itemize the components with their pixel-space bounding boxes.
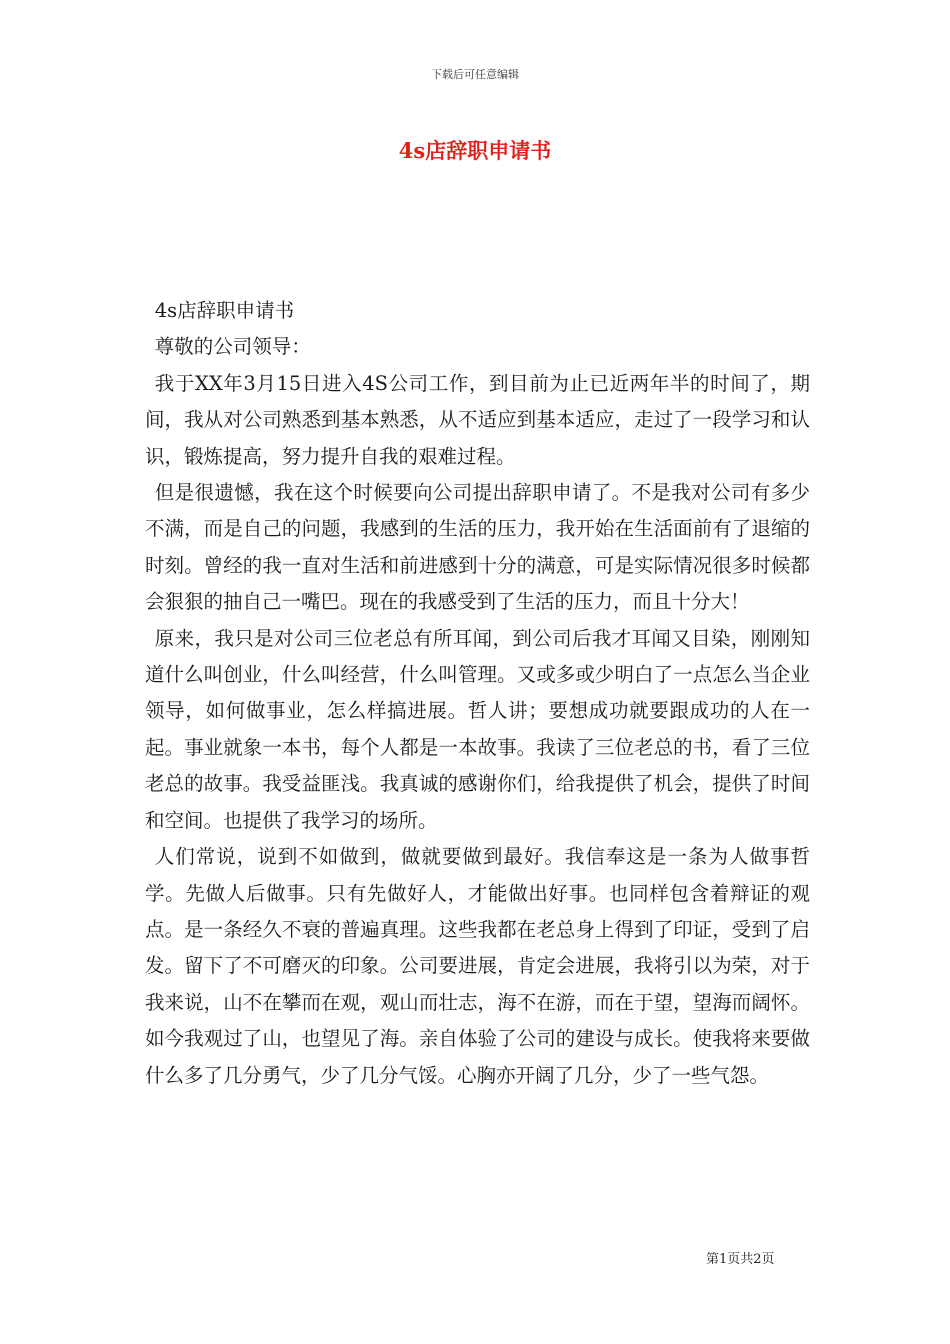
- body-paragraph: 我于XX年3月15日进入4S公司工作，到目前为止已近两年半的时间了，期间，我从对公司熟悉到基本熟悉，从不适应到基本适应，走过了一段学习和认识，锻炼提高，努力提升自我的艰难过程。: [145, 371, 810, 468]
- body-paragraph: 人们常说，说到不如做到，做就要做到最好。我信奉这是一条为人做事哲学。先做人后做事。只有先做好人，才能做出好事。也同样包含着辩证的观点。是一条经久不衰的普遍真理。这些我都在老总身上得到了印证，受到了启发。留下了不可磨灭的印象。公司要进展，肯定会进展，我将引以为荣，对于我来说，山不在攀而在观，观山而壮志，海不在游，而在于望，望海而阔怀。如今我观过了山，也望见了海。亲自体验了公司的建设与成长。使我将来要做什么多了几分勇气，少了几分气馁。心胸亦开阔了几分，少了一些气怨。: [145, 845, 810, 1087]
- document-body: [145, 293, 810, 1094]
- body-paragraph: 但是很遗憾，我在这个时候要向公司提出辞职申请了。不是我对公司有多少不满，而是自己的问题，我感到的生活的压力，我开始在生活面前有了退缩的时刻。曾经的我一直对生活和前进感到十分的满意，可是实际情况很多时候都会狠狠的抽自己一嘴巴。现在的我感受到了生活的压力，而且十分大！: [145, 481, 810, 614]
- header-note: 下载后可任意编辑: [431, 68, 519, 81]
- body-paragraph: 原来，我只是对公司三位老总有所耳闻，到公司后我才耳闻又目染，刚刚知道什么叫创业，什么叫经营，什么叫管理。又或多或少明白了一点怎么当企业领导，如何做事业，怎么样搞进展。哲人讲；要想成功就要跟成功的人在一起。事业就象一本书，每个人都是一本故事。我读了三位老总的书，看了三位老总的故事。我受益匪浅。我真诚的感谢你们，给我提供了机会，提供了时间和空间。也提供了我学习的场所。: [145, 626, 810, 832]
- salutation: 尊敬的公司领导：: [154, 335, 311, 359]
- document-title: 4s店辞职申请书: [398, 138, 552, 163]
- page-number: 第1页共2页: [706, 1252, 775, 1267]
- body-heading: 4s店辞职申请书: [154, 299, 295, 322]
